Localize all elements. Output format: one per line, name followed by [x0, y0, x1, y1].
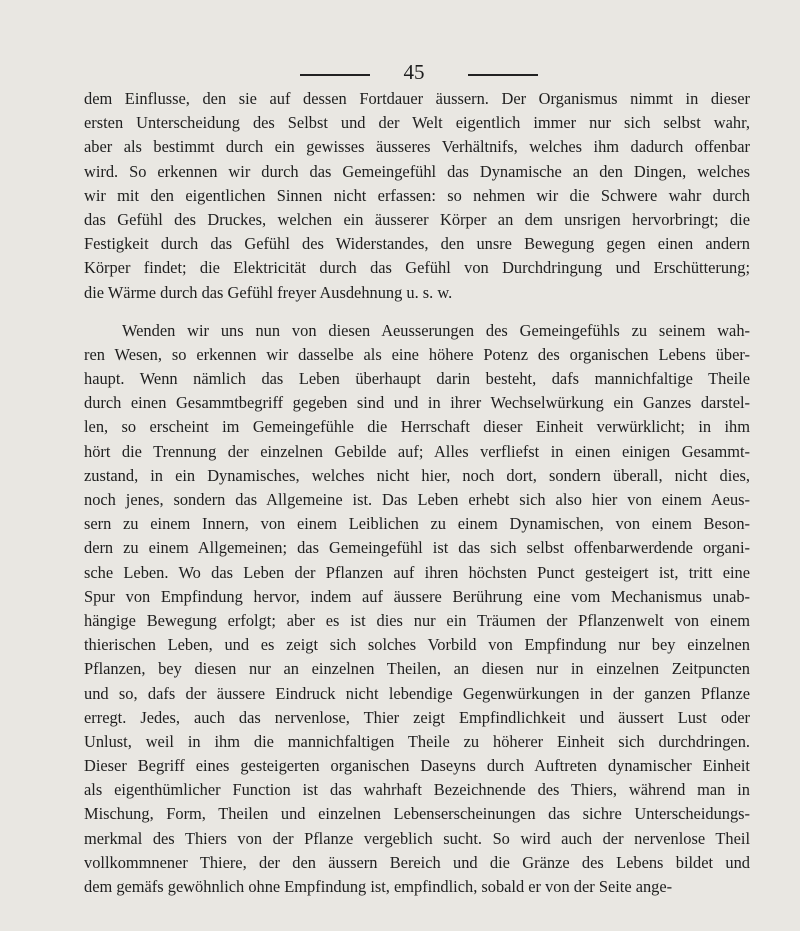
- text-line: die Wärme durch das Gefühl freyer Ausdehnung u. s. w.: [84, 282, 453, 302]
- text-line: dem gemäfs gewöhnlich ohne Empfindung ist, empfindlich, sobald er von der Seite ange-: [84, 877, 673, 896]
- text-line: als eigenthümlicher Function ist das wahrhaft Bezeichnende des Thiers, während man in: [84, 780, 750, 800]
- text-line: hängige Bewegung erfolgt; aber es ist dies nur ein Träumen der Pflanzenwelt von einem: [84, 610, 750, 630]
- text-line: Spur von Empfindung hervor, indem auf äussere Berührung eine vom Mechanismus unab-: [84, 586, 750, 606]
- header-rule-left: [300, 74, 370, 76]
- text-line: Festigkeit durch das Gefühl des Widerstandes, den unsre Bewegung gegen einen andern: [84, 234, 750, 254]
- text-line: wir mit den eigentlichen Sinnen nicht erfassen: so nehmen wir die Schwere wahr durch: [84, 185, 750, 205]
- text-line: hört die Trennung der einzelnen Gebilde auf; Alles verfliefst in einen einigen Gesammt-: [84, 441, 750, 461]
- text-line: Unlust, weil in ihm die mannichfaltigen Theile zu höherer Einheit sich durchdringen.: [84, 731, 750, 751]
- text-line: erregt. Jedes, auch das nervenlose, Thier zeigt Empfindlichkeit und äussert Lust oder: [84, 707, 750, 727]
- text-line: zustand, in ein Dynamisches, welches nicht hier, noch dort, sondern überall, nicht dies,: [84, 465, 750, 485]
- text-line: ren Wesen, so erkennen wir dasselbe als eine höhere Potenz des organischen Lebens über-: [84, 344, 750, 364]
- text-line: vollkommnener Thiere, der den äussern Bereich und die Gränze des Lebens bildet und: [84, 852, 750, 872]
- paragraph-gap: [84, 305, 750, 319]
- text-line: Dieser Begriff eines gesteigerten organischen Daseyns durch Auftreten dynamischer Einheit: [84, 756, 750, 776]
- page-header: [0, 58, 800, 88]
- text-line: wird. So erkennen wir durch das Gemeingefühl das Dynamische an den Dingen, welches: [84, 161, 750, 181]
- text-line: ersten Unterscheidung des Selbst und der Welt eigentlich immer nur sich selbst wahr,: [84, 113, 750, 133]
- text-line: Körper findet; die Elektricität durch das Gefühl von Durchdringung und Erschütterung;: [84, 258, 750, 278]
- text-line: dem Einflusse, den sie auf dessen Fortdauer äussern. Der Organismus nimmt in dieser: [84, 89, 750, 108]
- text-line: sern zu einem Innern, von einem Leiblichen zu einem Dynamischen, von einem Beson-: [84, 514, 750, 534]
- text-line: Mischung, Form, Theilen und einzelnen Lebenserscheinungen das sichre Unterscheidungs-: [84, 804, 750, 824]
- text-line: noch jenes, sondern das Allgemeine ist. Das Leben erhebt sich also hier von einem Aeus-: [84, 490, 750, 509]
- text-line: thierischen Leben, und es zeigt sich solches Vorbild von Empfindung nur bey einzelnen: [84, 635, 750, 655]
- page-number: 45: [403, 60, 425, 84]
- text-line: merkmal des Thiers von der Pflanze vergeblich sucht. So wird auch der nervenlose Theil: [84, 828, 750, 848]
- text-line: Pflanzen, bey diesen nur an einzelnen Theilen, an diesen nur in einzelnen Zeitpuncten: [84, 659, 750, 679]
- text-line: haupt. Wenn nämlich das Leben überhaupt darin besteht, dafs mannichfaltige Theile: [84, 369, 750, 389]
- text-line: dern zu einem Allgemeinen; das Gemeingefühl ist das sich selbst offenbarwerdende organi-: [84, 538, 750, 558]
- text-line: Wenden wir uns nun von diesen Aeusserungen des Gemeingefühls zu seinem wah-: [122, 320, 750, 340]
- text-line: len, so erscheint im Gemeingefühle die Herrschaft dieser Einheit verwürklicht; in ihm: [84, 417, 750, 437]
- text-line: sche Leben. Wo das Leben der Pflanzen auf ihren höchsten Punct gesteigert ist, tritt eine: [84, 562, 750, 582]
- paragraph: [84, 87, 750, 305]
- text-line: und so, dafs der äussere Eindruck nicht lebendige Gegenwürkungen in der ganzen Pflanze: [84, 683, 750, 703]
- paragraph: [84, 319, 750, 900]
- text-line: aber als bestimmt durch ein gewisses äusseres Verhältnifs, welches ihm dadurch offenbar: [84, 137, 750, 157]
- body-text: [84, 87, 750, 899]
- text-line: das Gefühl des Druckes, welchen ein äusserer Körper an dem unsrigen hervorbringt; die: [84, 209, 750, 229]
- text-line: durch einen Gesammtbegriff gegeben sind und in ihrer Wechselwürkung ein Ganzes darstel-: [84, 393, 750, 413]
- header-rule-right: [468, 74, 538, 76]
